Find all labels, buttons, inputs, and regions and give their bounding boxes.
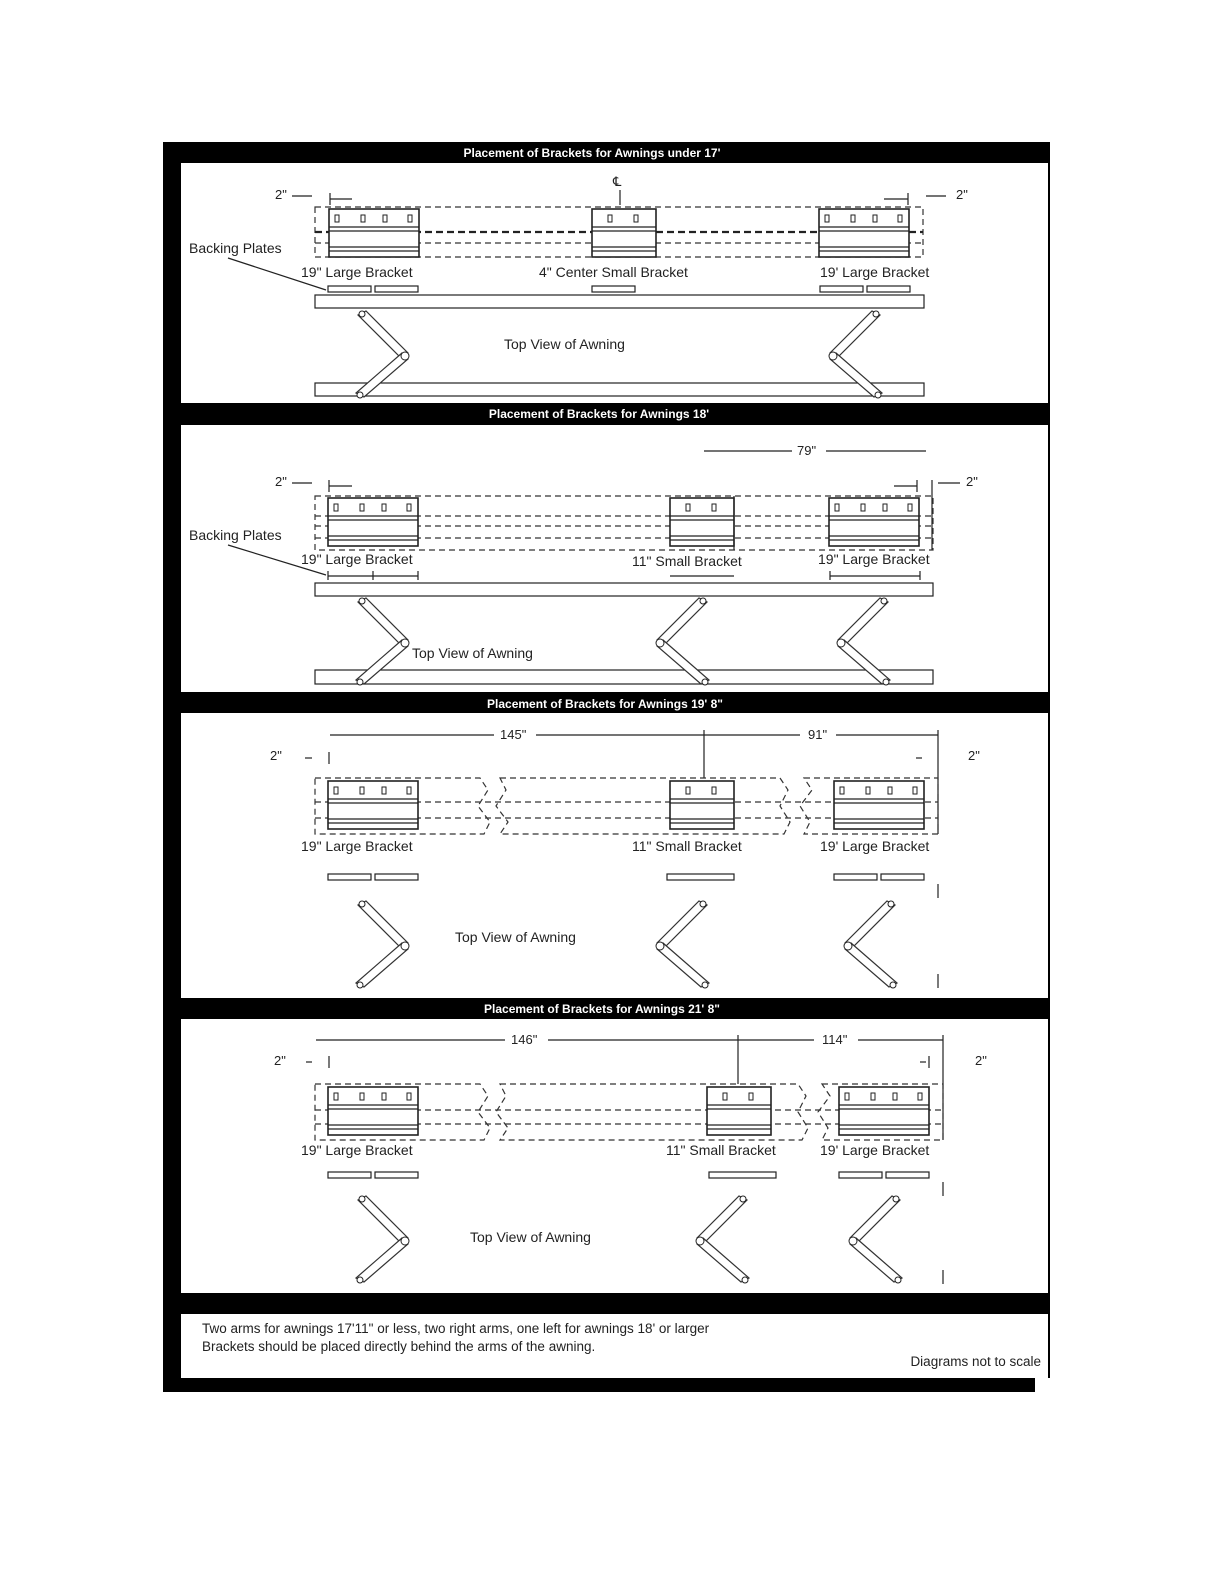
frame-left [163,142,181,1392]
note-scale: Diagrams not to scale [910,1354,1041,1369]
dim-span: 79" [797,443,817,458]
panel-title: Placement of Brackets for Awnings 18' [488,407,710,421]
notes [202,1321,1041,1369]
bracket-center-label: 11" Small Bracket [632,838,742,854]
panel-title: Placement of Brackets for Awnings under 17' [463,146,721,160]
panel-21ft-8in [163,1002,1050,1314]
dim-span-left: 146" [511,1032,538,1047]
bracket-center-label: 11" Small Bracket [666,1142,776,1158]
dim-span-left: 145" [500,727,527,742]
panel-title: Placement of Brackets for Awnings 19' 8" [487,697,723,711]
dim-span-right: 91" [808,727,828,742]
bracket-right-label: 19' Large Bracket [820,264,930,280]
bracket-center-label: 4" Center Small Bracket [539,264,688,280]
bracket-right-label: 19' Large Bracket [820,838,930,854]
backing-plates-label: Backing Plates [189,527,282,543]
panel-under-17ft [163,142,1050,425]
frame-right [1048,142,1050,1378]
bracket-right-label: 19' Large Bracket [820,1142,930,1158]
note-arms: Two arms for awnings 17'11" or less, two right arms, one left for awnings 18' or larger [202,1321,710,1336]
dim-left: 2" [274,1053,286,1068]
bracket-right-label: 19" Large Bracket [818,551,930,567]
backing-plates-label: Backing Plates [189,240,282,256]
dim-left: 2" [275,187,287,202]
bracket-left-label: 19" Large Bracket [301,1142,413,1158]
top-view-label: Top View of Awning [504,336,625,352]
top-view-label: Top View of Awning [470,1229,591,1245]
dim-span-right: 114" [822,1032,848,1047]
centerline-symbol: ℄ [613,174,622,189]
dim-left: 2" [275,474,287,489]
dim-right: 2" [968,748,980,763]
bracket-left-label: 19" Large Bracket [301,551,413,567]
note-placement: Brackets should be placed directly behind the arms of the awning. [202,1339,596,1354]
bracket-left-label: 19" Large Bracket [301,264,413,280]
panel-title: Placement of Brackets for Awnings 21' 8" [484,1002,720,1016]
dim-right: 2" [975,1053,987,1068]
panel-18ft [163,407,1050,713]
frame-bottom [163,1378,1035,1392]
bracket-center-label: 11" Small Bracket [632,553,742,569]
dim-left: 2" [270,748,282,763]
dim-right: 2" [956,187,968,202]
top-view-label: Top View of Awning [412,645,533,661]
bracket-left-label: 19" Large Bracket [301,838,413,854]
dim-right: 2" [966,474,978,489]
panel-19ft-8in [163,697,1050,1019]
top-view-label: Top View of Awning [455,929,576,945]
